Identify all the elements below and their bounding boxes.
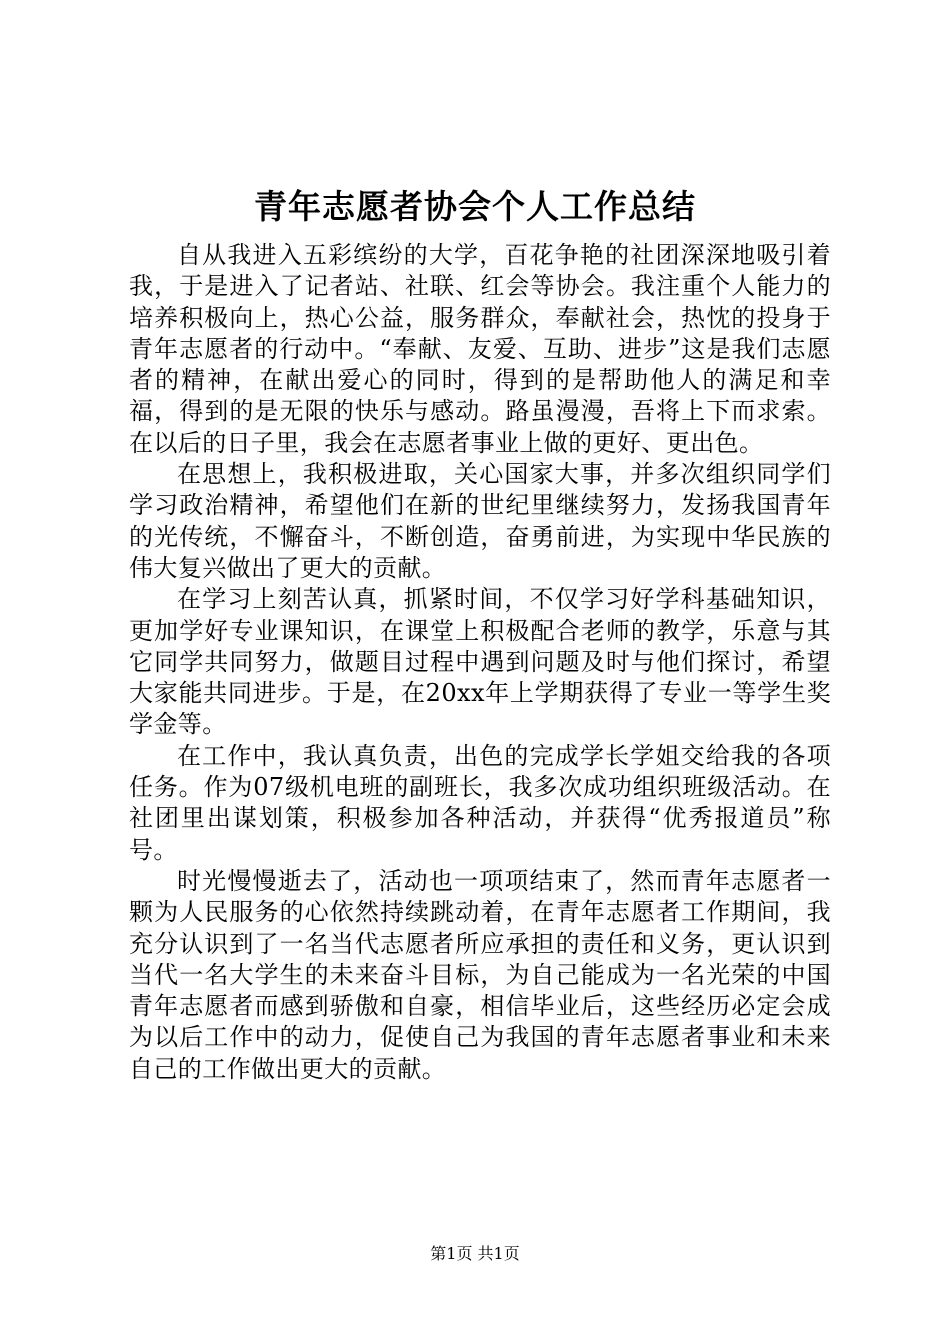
paragraph-2: 在思想上，我积极进取，关心国家大事，并多次组织同学们学习政治精神，希望他们在新的世纪里继续努力，发扬我国青年的光传统，不懈奋斗，不断创造，奋勇前进，为实现中华民族的伟大复兴做出了更大的贡献。	[129, 460, 831, 582]
paragraph-4: 在工作中，我认真负责，出色的完成学长学姐交给我的各项任务。作为07级机电班的副班长，我多次成功组织班级活动。在社团里出谋划策，积极参加各种活动，并获得“优秀报道员”称号。	[129, 741, 831, 864]
paragraph-1: 自从我进入五彩缤纷的大学，百花争艳的社团深深地吸引着我，于是进入了记者站、社联、红会等协会。我注重个人能力的培养积极向上，热心公益，服务群众，奉献社会，热忱的投身于青年志愿者的行动中。“奉献、友爱、互助、进步”这是我们志愿者的精神，在献出爱心的同时，得到的是帮助他人的满足和幸福，得到的是无限的快乐与感动。路虽漫漫，吾将上下而求索。在以后的日子里，我会在志愿者事业上做的更好、更出色。	[129, 241, 831, 457]
paragraph-5: 时光慢慢逝去了，活动也一项项结束了，然而青年志愿者一颗为人民服务的心依然持续跳动着，在青年志愿者工作期间，我充分认识到了一名当代志愿者所应承担的责任和义务，更认识到当代一名大学生的未来奋斗目标，为自己能成为一名光荣的中国青年志愿者而感到骄傲和自豪，相信毕业后，这些经历必定会成为以后工作中的动力，促使自己为我国的青年志愿者事业和未来自己的工作做出更大的贡献。	[129, 866, 831, 1083]
paragraph-3: 在学习上刻苦认真，抓紧时间，不仅学习好学科基础知识，更加学好专业课知识，在课堂上积极配合老师的教学，乐意与其它同学共同努力，做题目过程中遇到问题及时与他们探讨，希望大家能共同进步。于是，在20xx年上学期获得了专业一等学生奖学金等。	[129, 585, 831, 739]
document-body	[129, 240, 831, 1085]
document-title: 青年志愿者协会个人工作总结	[254, 187, 696, 226]
page-footer: 第1页 共1页	[430, 1244, 520, 1263]
